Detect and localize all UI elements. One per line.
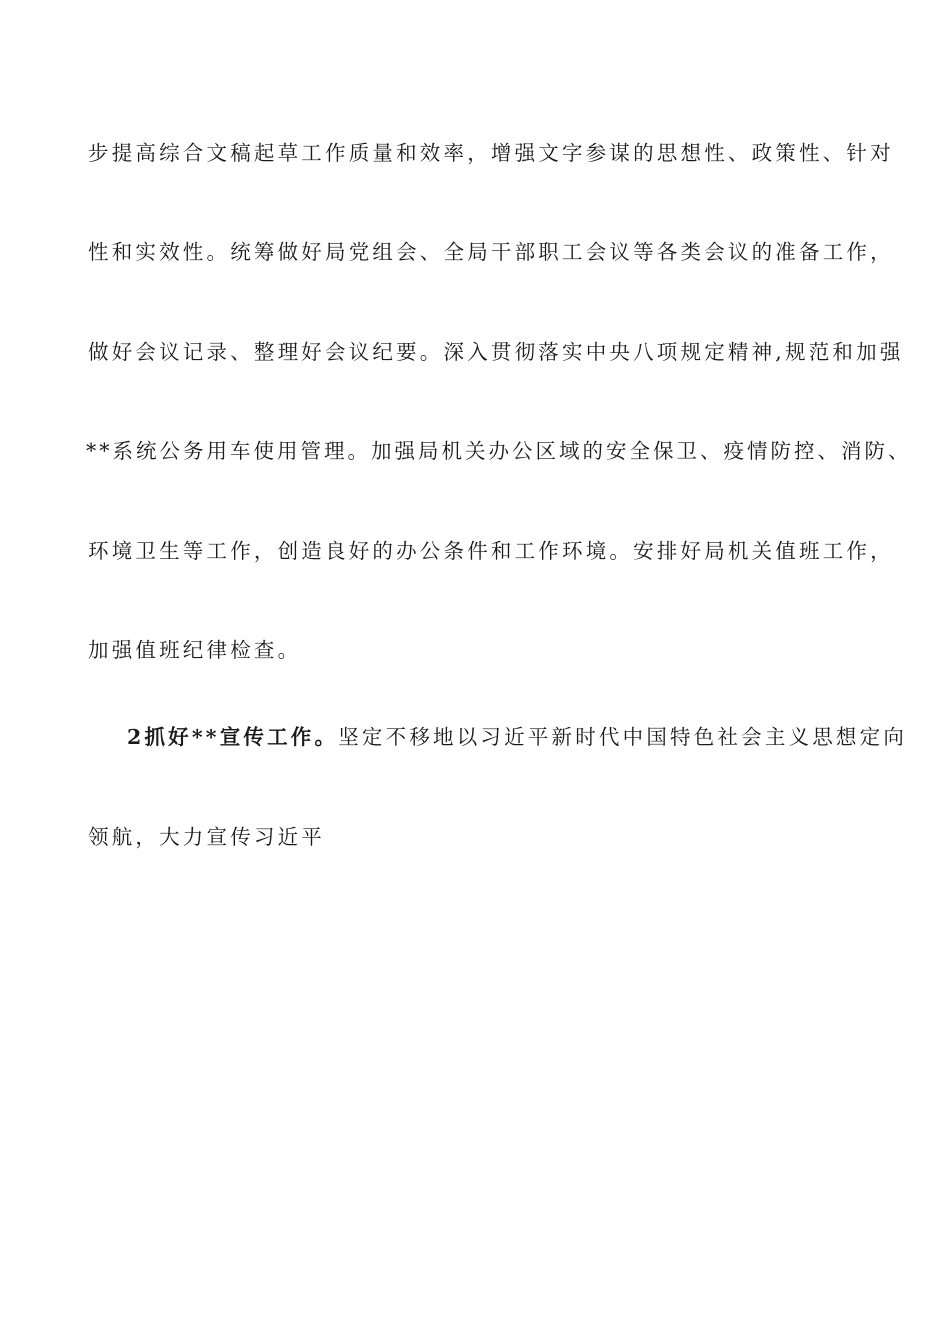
paragraph-line-6: 加强值班纪律检查。 [88,638,302,662]
section-2-first-line [127,724,907,750]
section-2-continuation: 领航，大力宣传习近平 [88,825,325,849]
paragraph-line-5: 环境卫生等工作，创造良好的办公条件和工作环境。安排好局机关值班工作， [88,539,894,563]
paragraph-line-3: 做好会议记录、整理好会议纪要。深入贯彻落实中央八项规定精神,规范和加强 [88,340,904,364]
section-2-text: 坚定不移地以习近平新时代中国特色社会主义思想定向 [338,725,908,749]
paragraph-line-4: **系统公务用车使用管理。加强局机关办公区域的安全保卫、疫情防控、消防、 [86,439,912,463]
paragraph-line-2: 性和实效性。统筹做好局党组会、全局干部职工会议等各类会议的准备工作， [88,240,894,264]
paragraph-line-1: 步提高综合文稿起草工作质量和效率，增强文字参谋的思想性、政策性、针对 [88,141,894,165]
section-2-heading: 2抓好**宣传工作。 [127,725,339,749]
